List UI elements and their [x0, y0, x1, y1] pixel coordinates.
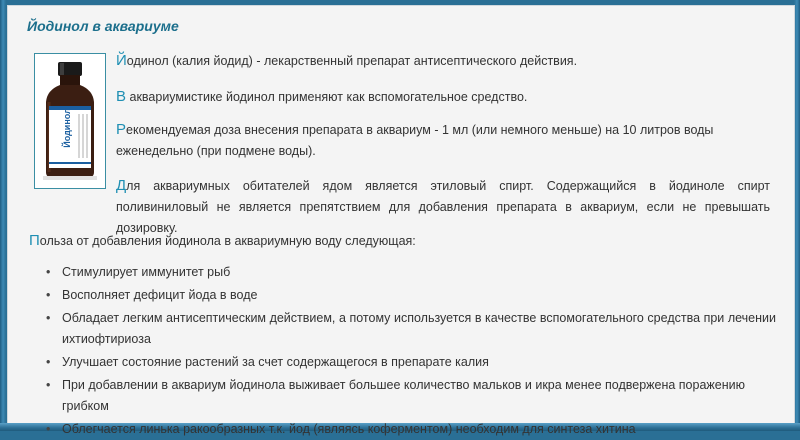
- list-item: • Улучшает состояние растений за счет содержащегося в препарате калия: [46, 352, 776, 373]
- iodinol-bottle-image: [34, 53, 106, 189]
- paragraph-dose: Рекомендуемая доза внесения препарата в аквариум - 1 мл (или немного меньше) на 10 литров воды еженедельно (при подмене воды).: [116, 121, 714, 158]
- bottle-label-text: Йодинол: [62, 108, 72, 148]
- drop-cap: П: [29, 232, 40, 249]
- paragraph-alcohol: Для аквариумных обитателей ядом является этиловый спирт. Содержащийся в йодиноле спирт поливиниловый не является препятствием для добавления препарата в аквариум, если не превышать дозировку.: [116, 177, 770, 235]
- drop-cap: Р: [116, 121, 127, 138]
- paragraph-benefits-intro: Польза от добавления йодинола в аквариумную воду следующая:: [29, 232, 416, 249]
- list-item: • Восполняет дефицит йода в воде: [46, 285, 776, 306]
- drop-cap: В: [116, 88, 127, 105]
- benefits-list: [46, 262, 776, 440]
- list-item: • Обладает легким антисептическим действием, а потому используется в качестве вспомогательного средства при лечении ихтиофтириоза: [46, 308, 776, 350]
- bottle-neck: [60, 75, 80, 85]
- list-item: • Стимулирует иммунитет рыб: [46, 262, 776, 283]
- paragraph-intro: Йодинол (калия йодид) - лекарственный препарат антисептического действия.: [116, 52, 578, 69]
- drop-cap: Й: [116, 52, 127, 69]
- paragraph-usage: В аквариумистике йодинол применяют как вспомогательное средство.: [116, 88, 528, 105]
- article-title: Йодинол в аквариуме: [27, 18, 179, 34]
- drop-cap: Д: [116, 177, 127, 194]
- list-item: • Облегчается линька ракообразных т.к. йод (являясь коферментом) необходим для синтеза хитина: [46, 419, 776, 440]
- list-item: • При добавлении в аквариум йодинола выживает большее количество мальков и икра менее подвержена поражению грибком: [46, 375, 776, 417]
- bottle-illustration: [35, 54, 105, 188]
